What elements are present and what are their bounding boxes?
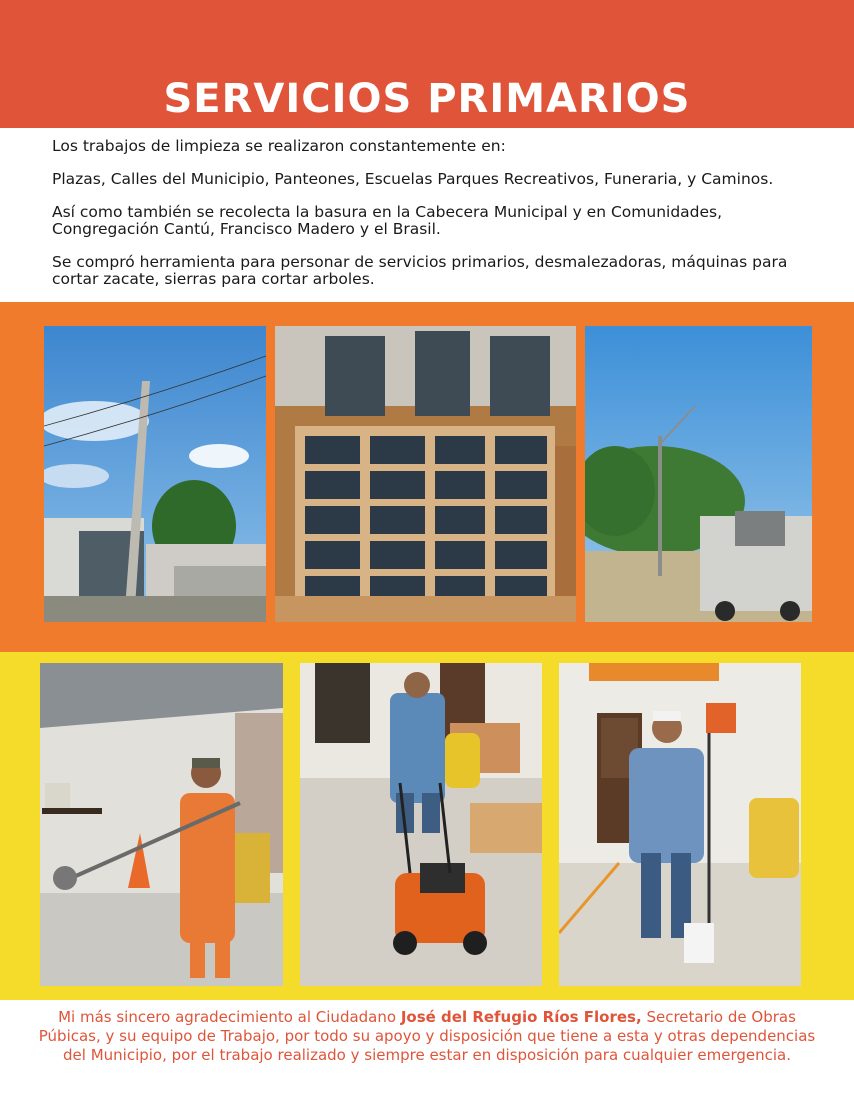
intro-text [52, 138, 812, 304]
acknowledgement-part-1: Mi más sincero agradecimiento al Ciudadano [58, 1008, 401, 1026]
worker-trimmer-photo [559, 663, 801, 986]
intro-paragraph-4: Se compró herramienta para personar de servicios primarios, desmalezadoras, máquinas para cortar zacate, sierras para cortar arboles. [52, 253, 788, 288]
acknowledgement-name: José del Refugio Ríos Flores, [400, 1008, 642, 1026]
lamp-post-truck-photo [585, 326, 812, 622]
tool-boxes-photo [275, 326, 576, 622]
intro-paragraph-1: Los trabajos de limpieza se realizaron constantemente en: [52, 137, 506, 155]
worker-brushcutter-photo [40, 663, 283, 986]
utility-pole-photo [44, 326, 266, 622]
page-title: SERVICIOS PRIMARIOS [163, 76, 691, 122]
acknowledgement-text [30, 1008, 824, 1065]
acknowledgement-part-2: Secretario de Obras Púbicas, y su equipo de Trabajo, por todo su apoyo y disposición que tiene a esta y otras dependencias del Municipio, por el trabajo realizado y siempre estar en disposición para cualquier emergencia. [38, 1008, 816, 1064]
worker-lawnmower-photo [300, 663, 542, 986]
intro-paragraph-3: Así como también se recolecta la basura en la Cabecera Municipal y en Comunidades, Congregación Cantú, Francisco Madero y el Brasil. [52, 203, 723, 238]
intro-paragraph-2: Plazas, Calles del Municipio, Panteones, Escuelas Parques Recreativos, Funeraria, y Caminos. [52, 170, 774, 188]
